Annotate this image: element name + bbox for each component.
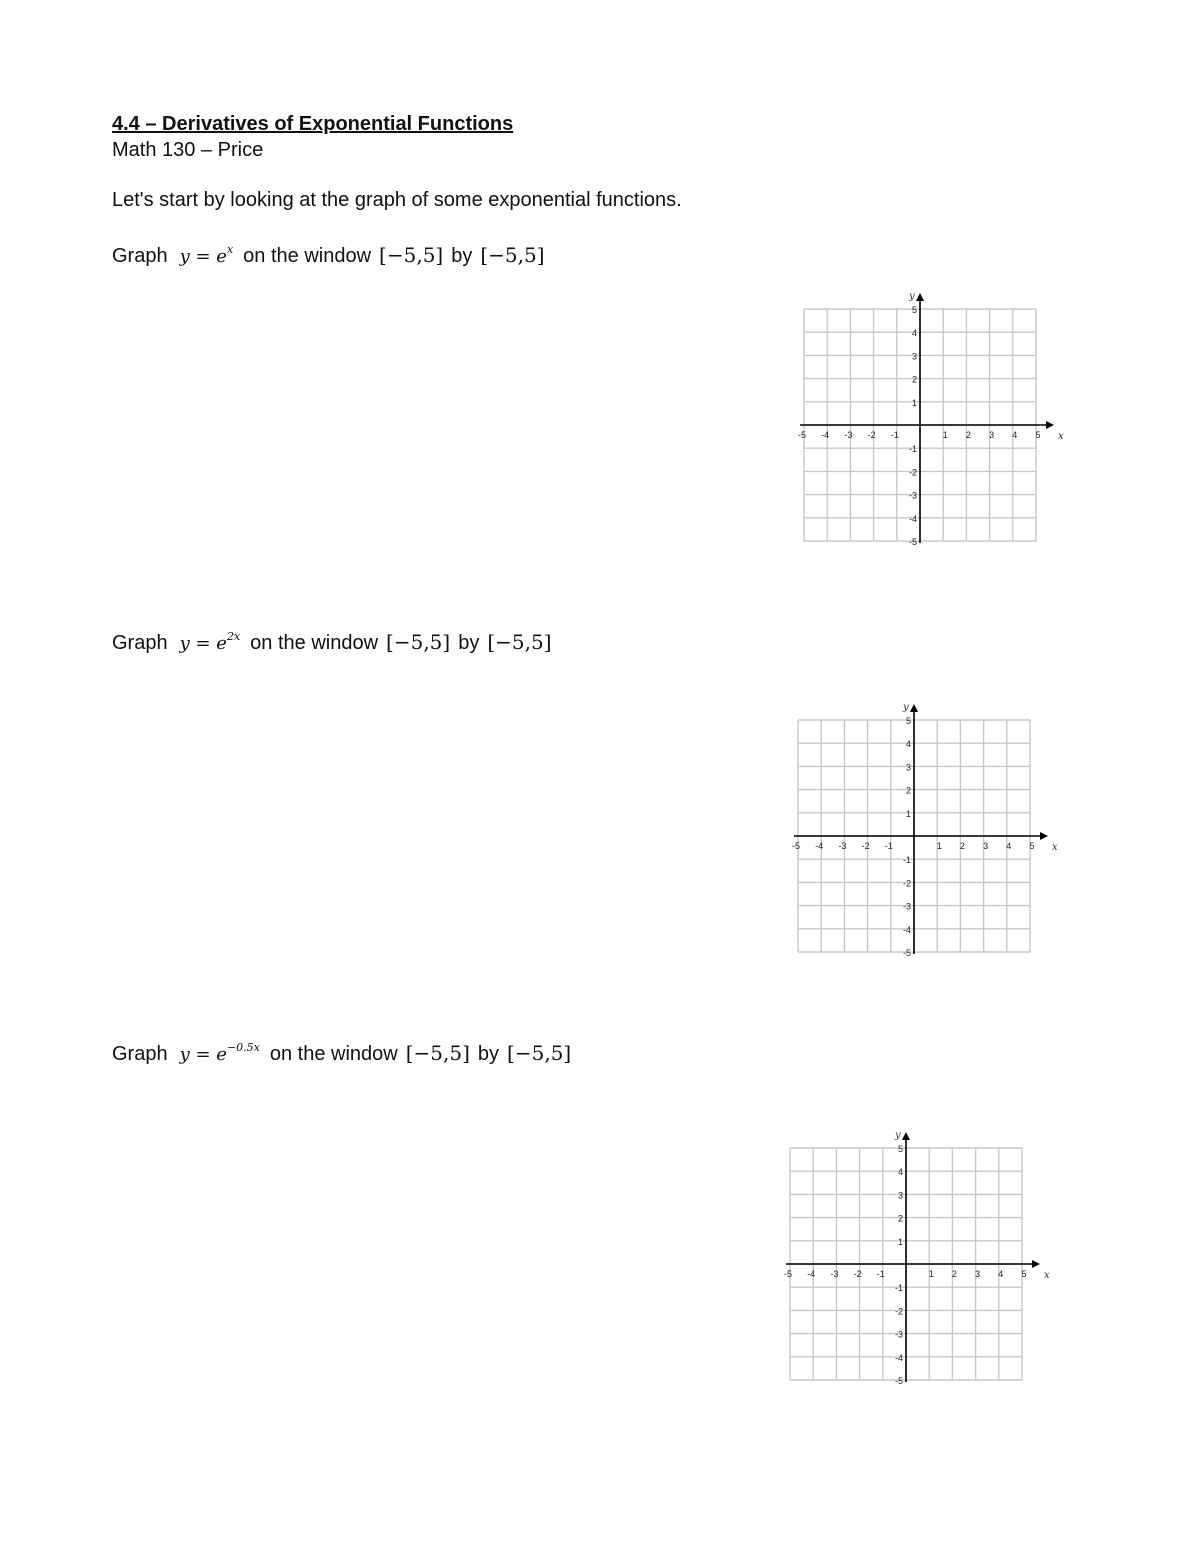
y-interval: [−5,5] [487,630,552,654]
grid-svg [766,1118,1066,1408]
y-tick-label: 4 [897,1167,903,1178]
function-expression: $y = e^{2x}$ [179,630,241,654]
x-tick-label: -5 [791,841,801,851]
y-tick-label: 2 [911,374,917,385]
x-tick-label: -4 [821,430,830,440]
x-tick-label: 5 [1021,1269,1027,1279]
x-tick-label: -3 [830,1269,839,1279]
x-tick-label: 3 [983,841,989,851]
function-exponent: −0.5x [226,1041,260,1054]
x-tick-label: 1 [928,1269,934,1279]
y-tick-label: 4 [911,328,917,339]
x-tick-label: -1 [890,430,899,440]
prompt-graph-word: Graph [112,632,168,654]
page-title: 4.4 – Derivatives of Exponential Functions [112,113,514,135]
x-tick-label: 5 [1035,430,1041,440]
y-tick-label: 3 [911,351,917,362]
y-interval: [−5,5] [480,243,545,267]
x-axis-label: x [1044,1270,1050,1281]
x-tick-label: -3 [838,841,847,851]
x-axis-label: x [1052,842,1058,853]
function-exponent: 2x [226,630,241,643]
x-axis-arrow [1046,421,1054,429]
graph-prompt-1 [112,243,553,268]
grid-svg [774,690,1074,980]
coordinate-grid-1[interactable] [780,279,1080,569]
y-tick-label: 1 [905,808,911,819]
x-tick-label: -5 [783,1269,793,1279]
function-expression: $y = e^{-0.5x}$ [179,1041,260,1065]
x-axis-arrow [1040,832,1048,840]
prompt-window-text: on the window [250,632,379,654]
x-axis-label: x [1058,431,1064,442]
x-tick-label: 4 [1012,430,1018,440]
y-tick-label: 3 [905,762,911,773]
x-tick-label: -1 [884,841,893,851]
intro-text: Let's start by looking at the graph of some exponential functions. [112,189,682,211]
prompt-window-text: on the window [243,245,372,267]
coordinate-grid-2[interactable] [774,690,1074,980]
x-tick-label: 1 [942,430,948,440]
y-tick-label: 3 [897,1190,903,1201]
y-tick-label: 5 [897,1144,903,1154]
x-axis-arrow [1032,1260,1040,1268]
function-expression: $y = e^x$ [179,243,234,267]
x-tick-label: 2 [959,841,965,851]
y-axis-label: y [903,702,909,713]
x-tick-label: 1 [936,841,942,851]
y-tick-label: -3 [902,901,911,912]
prompt-window-text: on the window [269,1043,398,1065]
x-interval: [−5,5] [386,630,451,654]
x-tick-label: 5 [1029,841,1035,851]
y-tick-label: 4 [905,739,911,750]
y-tick-label: -3 [908,490,917,501]
y-axis-arrow [902,1132,910,1140]
x-tick-label: -2 [853,1269,862,1279]
x-tick-label: 3 [975,1269,981,1279]
course-subtitle: Math 130 – Price [112,139,264,161]
x-tick-label: -1 [876,1269,885,1279]
y-tick-label: -5 [902,948,911,958]
y-interval: [−5,5] [507,1041,572,1065]
graph-prompt-2 [112,630,560,655]
y-tick-label: -1 [902,855,911,866]
y-tick-label: -3 [894,1329,903,1340]
y-tick-label: 5 [905,716,911,726]
x-tick-label: -4 [807,1269,816,1279]
y-axis-arrow [910,704,918,712]
x-tick-label: 4 [998,1269,1004,1279]
x-tick-label: -2 [867,430,876,440]
y-tick-label: 2 [897,1213,903,1224]
prompt-by-text: by [458,632,480,654]
y-tick-label: -4 [908,513,917,524]
y-tick-label: 5 [911,305,917,315]
y-tick-label: -1 [908,444,917,455]
y-tick-label: 2 [905,785,911,796]
function-exponent: x [226,243,234,256]
y-axis-arrow [916,293,924,301]
y-tick-label: 1 [911,397,917,408]
x-tick-label: -4 [815,841,824,851]
y-tick-label: -1 [894,1283,903,1294]
graph-prompt-3 [112,1041,579,1066]
grid-svg [780,279,1080,569]
y-tick-label: -5 [908,537,917,547]
y-axis-label: y [909,291,915,302]
x-tick-label: -5 [797,430,807,440]
x-tick-label: 3 [989,430,995,440]
prompt-by-text: by [451,245,473,267]
x-tick-label: 2 [965,430,971,440]
prompt-graph-word: Graph [112,1043,168,1065]
y-tick-label: -2 [894,1306,903,1317]
x-interval: [−5,5] [405,1041,470,1065]
y-tick-label: -4 [902,924,911,935]
y-tick-label: -4 [894,1352,903,1363]
x-interval: [−5,5] [379,243,444,267]
prompt-by-text: by [477,1043,500,1065]
coordinate-grid-3[interactable] [766,1118,1066,1408]
x-tick-label: -3 [844,430,853,440]
x-tick-label: 2 [951,1269,957,1279]
x-tick-label: 4 [1006,841,1012,851]
y-axis-label: y [895,1130,901,1141]
prompt-graph-word: Graph [112,245,168,267]
y-tick-label: 1 [897,1236,903,1247]
x-tick-label: -2 [861,841,870,851]
y-tick-label: -2 [902,878,911,889]
y-tick-label: -5 [894,1376,903,1386]
y-tick-label: -2 [908,467,917,478]
